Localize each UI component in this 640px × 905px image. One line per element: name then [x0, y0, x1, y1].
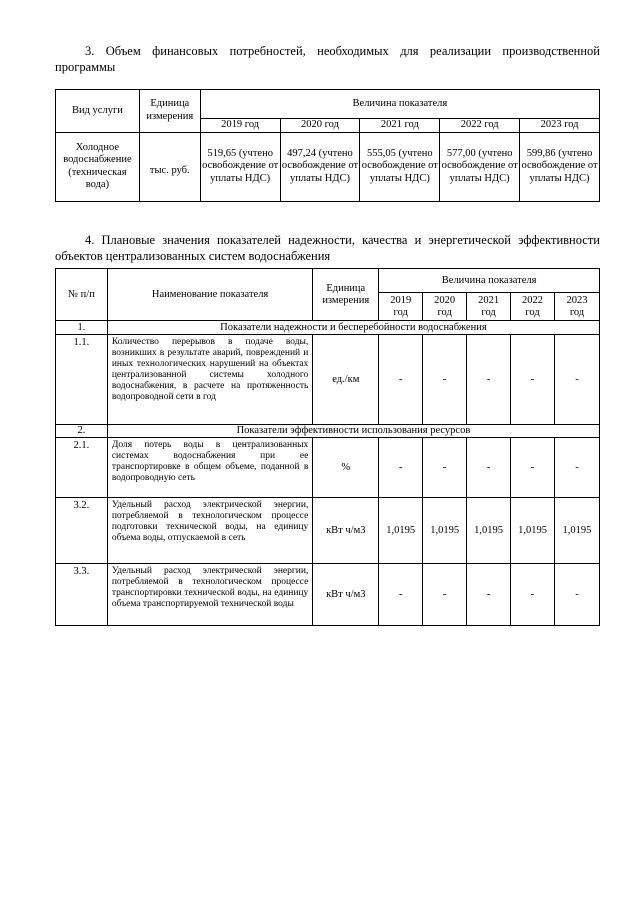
row-num: 3.3. — [56, 564, 108, 626]
row-num: 2.1. — [56, 438, 108, 498]
group-num: 2. — [56, 425, 108, 438]
year-header: 2019 год — [200, 119, 280, 133]
value-cell: 599,86 (учтено освобождение от уплаты НДС) — [520, 132, 600, 201]
col-header-unit: Единица измерения — [139, 90, 200, 133]
financial-needs-table — [55, 89, 600, 202]
value-cell: - — [423, 438, 467, 498]
year-header: 2021 год — [360, 119, 440, 133]
value-cell: 577,00 (учтено освобождение от уплаты НДС) — [440, 132, 520, 201]
unit-cell: % — [313, 438, 379, 498]
year-header: 2020 год — [423, 293, 467, 321]
value-cell: 1,0195 — [379, 498, 423, 564]
value-cell: - — [379, 564, 423, 626]
group-title: Показатели надежности и бесперебойности водоснабжения — [107, 321, 599, 335]
indicator-name: Удельный расход электрической энергии, потребляемой в технологическом процессе транспортировки технической воды, на единицу объема транспортируемой технической воды — [107, 564, 312, 626]
value-cell: - — [511, 335, 555, 425]
col-header-value: Величина показателя — [200, 90, 599, 119]
col-header-num: № п/п — [56, 269, 108, 321]
indicator-name: Удельный расход электрической энергии, потребляемой в технологическом процессе подготовки технической воды, на единицу объема воды, отпускаемой в сеть — [107, 498, 312, 564]
group-title: Показатели эффективности использования ресурсов — [107, 425, 599, 438]
unit-cell: ед./км — [313, 335, 379, 425]
value-cell: - — [379, 335, 423, 425]
col-header-unit: Единица измерения — [313, 269, 379, 321]
col-header-name: Наименование показателя — [107, 269, 312, 321]
value-cell: - — [511, 564, 555, 626]
service-cell: Холодное водоснабжение (техническая вода) — [56, 132, 140, 201]
value-cell: 1,0195 — [423, 498, 467, 564]
value-cell: - — [423, 335, 467, 425]
row-num: 1.1. — [56, 335, 108, 425]
group-num: 1. — [56, 321, 108, 335]
unit-cell: тыс. руб. — [139, 132, 200, 201]
value-cell: - — [467, 564, 511, 626]
year-header: 2020 год — [280, 119, 360, 133]
value-cell: - — [554, 335, 599, 425]
value-cell: 1,0195 — [554, 498, 599, 564]
section-3-heading: 3. Объем финансовых потребностей, необходимых для реализации производственной программы — [55, 44, 600, 74]
value-cell: - — [467, 438, 511, 498]
value-cell: 1,0195 — [511, 498, 555, 564]
value-cell: - — [467, 335, 511, 425]
col-header-value: Величина показателя — [379, 269, 600, 293]
indicators-table — [55, 268, 600, 626]
year-header: 2022 год — [511, 293, 555, 321]
value-cell: 497,24 (учтено освобождение от уплаты НДС) — [280, 132, 360, 201]
year-header: 2023 год — [520, 119, 600, 133]
year-header: 2023 год — [554, 293, 599, 321]
unit-cell: кВт ч/м3 — [313, 564, 379, 626]
value-cell: 519,65 (учтено освобождение от уплаты НДС) — [200, 132, 280, 201]
indicator-name: Количество перерывов в подаче воды, возникших в результате аварий, повреждений и иных технологических нарушений на объектах централизованной системы холодного водоснабжения, в расчете на протяженность водопроводной сети в год — [107, 335, 312, 425]
value-cell: - — [554, 438, 599, 498]
value-cell: - — [379, 438, 423, 498]
unit-cell: кВт ч/м3 — [313, 498, 379, 564]
value-cell: - — [423, 564, 467, 626]
section-4-heading: 4. Плановые значения показателей надежности, качества и энергетической эффективности объектов централизованных систем водоснабжения — [55, 233, 600, 263]
value-cell: 1,0195 — [467, 498, 511, 564]
indicator-name: Доля потерь воды в централизованных системах водоснабжения при ее транспортировке в общем объеме, поданной в водопроводную сеть — [107, 438, 312, 498]
year-header: 2022 год — [440, 119, 520, 133]
row-num: 3.2. — [56, 498, 108, 564]
year-header: 2021 год — [467, 293, 511, 321]
value-cell: 555,05 (учтено освобождение от уплаты НДС) — [360, 132, 440, 201]
col-header-service: Вид услуги — [56, 90, 140, 133]
value-cell: - — [554, 564, 599, 626]
value-cell: - — [511, 438, 555, 498]
year-header: 2019 год — [379, 293, 423, 321]
